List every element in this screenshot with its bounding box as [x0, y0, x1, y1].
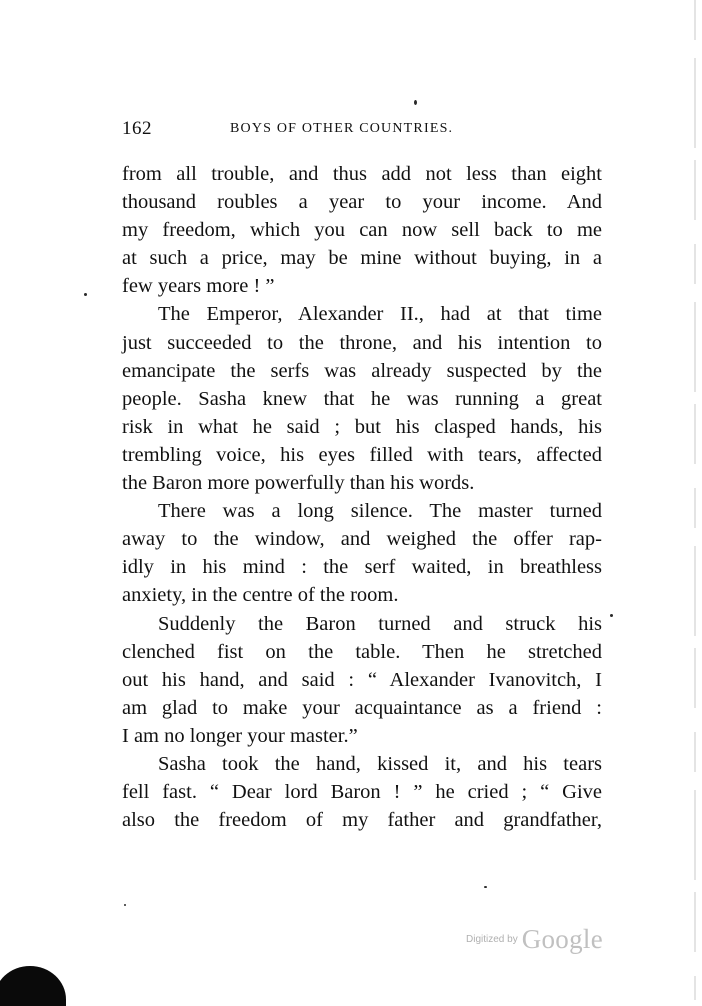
paragraph-first-line: There was a long silence. The master turned [158, 500, 602, 523]
text-line: few years more ! ” [122, 275, 275, 298]
scan-edge-line [694, 0, 696, 1000]
page-number: 162 [122, 118, 152, 139]
text-line: risk in what he said ; but his clasped hands, his [122, 415, 602, 438]
text-line: out his hand, and said : “ Alexander Ivanovitch, I [122, 668, 602, 691]
scan-speck [484, 886, 487, 888]
scan-speck [610, 614, 613, 617]
paragraph-first-line: The Emperor, Alexander II., had at that time [158, 303, 602, 326]
paragraph-first-line: Sasha took the hand, kissed it, and his tears [158, 752, 602, 775]
text-line: the Baron more powerfully than his words. [122, 472, 475, 495]
text-line: trembling voice, his eyes filled with tears, affected [122, 443, 602, 466]
scan-speck [124, 904, 126, 906]
digitized-by-google-watermark [466, 924, 603, 956]
paragraph-first-line: Suddenly the Baron turned and struck his [158, 612, 602, 635]
scan-thumb-shadow [0, 966, 66, 1006]
watermark-prefix: Digitized by [466, 934, 518, 945]
text-line: emancipate the serfs was already suspected by the [122, 359, 602, 382]
text-line: anxiety, in the centre of the room. [122, 584, 399, 607]
body-text [122, 160, 602, 834]
running-title: BOYS OF OTHER COUNTRIES. [230, 121, 454, 136]
text-line: fell fast. “ Dear lord Baron ! ” he cried ; “ Give [122, 781, 602, 804]
text-line: clenched fist on the table. Then he stretched [122, 640, 602, 663]
text-line: I am no longer your master.” [122, 724, 358, 747]
running-head [122, 118, 602, 142]
scan-speck [84, 293, 87, 296]
scan-speck [414, 100, 417, 105]
text-line: also the freedom of my father and grandfather, [122, 809, 602, 832]
text-line: idly in his mind : the serf waited, in breathless [122, 556, 602, 579]
text-line: just succeeded to the throne, and his intention to [122, 331, 602, 354]
text-line: from all trouble, and thus add not less than eight [122, 163, 602, 185]
text-line: thousand roubles a year to your income. And [122, 191, 602, 214]
text-line: am glad to make your acquaintance as a friend : [122, 696, 602, 719]
watermark-brand: Google [521, 924, 603, 954]
text-line: at such a price, may be mine without buying, in a [122, 247, 602, 270]
text-line: away to the window, and weighed the offer rap- [122, 528, 602, 551]
text-line: people. Sasha knew that he was running a great [122, 387, 602, 410]
text-line: my freedom, which you can now sell back to me [122, 219, 602, 242]
